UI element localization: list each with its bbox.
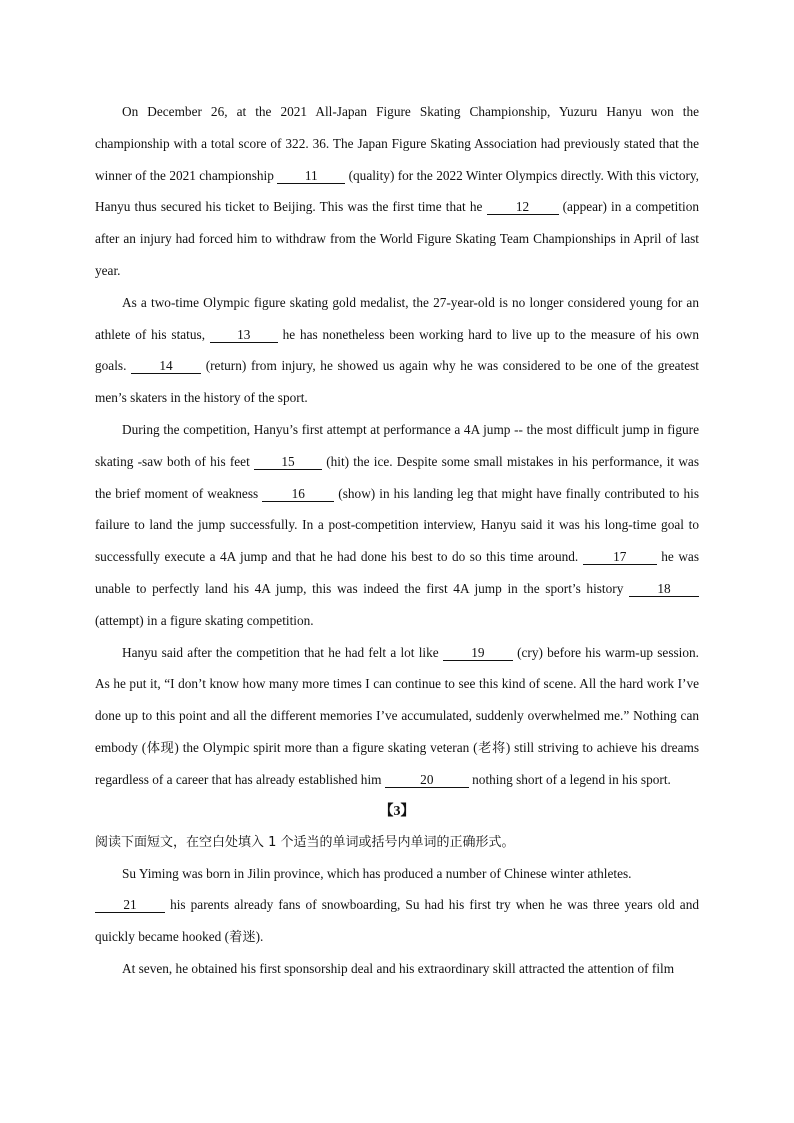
paragraph-5: Su Yiming was born in Jilin province, which has produced a number of Chinese winter athletes. — [122, 865, 632, 881]
text: (appear) in a competition after an injury had forced him to withdraw from the World Figure Skating Team Championships in April of last year. — [95, 199, 699, 278]
blank-19[interactable]: 19 — [443, 646, 513, 661]
paragraph-7: At seven, he obtained his first sponsorship deal and his extraordinary skill attracted the attention of film — [122, 960, 675, 976]
text: (attempt) in a figure skating competition. — [95, 612, 314, 628]
blank-15[interactable]: 15 — [254, 455, 322, 470]
blank-13[interactable]: 13 — [210, 328, 278, 343]
blank-14[interactable]: 14 — [131, 359, 201, 374]
instruction-text: 阅读下面短文，在空白处填入 1 个适当的单词或括号内单词的正确形式。 — [95, 834, 515, 850]
text: (return) from injury, he showed us again why he was considered to be one of the greatest men’s skaters in the history of the sport. — [95, 358, 699, 406]
blank-17[interactable]: 17 — [583, 550, 657, 565]
blank-16[interactable]: 16 — [262, 487, 334, 502]
text: As a two-time Olympic figure skating gold medalist, the 27-year-old is no longer considered young for an athlete of his status, — [95, 294, 699, 342]
blank-21[interactable]: 21 — [95, 898, 165, 913]
text: (show) in his landing leg that might have finally contributed to his failure to land the jump successfully. In a post-competition interview, Hanyu said it was his long-time goal to successfully execute a 4A jump and that he had done his best to do so this time around. — [95, 485, 699, 565]
text: (cry) before his warm-up session. As he put it, “I don’t know how many more times I can continue to see this kind of scene. All the hard work I’ve done up to this point and all the different memories I’ve accumulated, suddenly overwhelmed me.” Nothing can embody (体现) the Olympic spirit more than a figure skating veteran (老将) still striving to achieve his dreams regardless of a career that has already established him — [95, 644, 699, 787]
text: nothing short of a legend in his sport. — [468, 771, 671, 787]
text: he was unable to perfectly land his 4A jump, this was indeed the first 4A jump in the sport’s history — [95, 549, 699, 596]
text: he has nonetheless been working hard to live up to the measure of his own goals. — [95, 326, 699, 374]
section-heading: 【3】 — [379, 803, 415, 819]
paragraph-4 — [95, 637, 699, 796]
paragraph-2 — [95, 287, 699, 414]
text: During the competition, Hanyu’s first attempt at performance a 4A jump -- the most difficult jump in figure skating -saw both of his feet — [95, 421, 699, 469]
blank-11[interactable]: 11 — [277, 169, 345, 184]
text: On December 26, at the 2021 All-Japan Figure Skating Championship, Yuzuru Hanyu won the championship with a total score of 322. 36. The Japan Figure Skating Association had previously stated that the winner of the 2021 championship — [95, 104, 699, 183]
paragraph-6 — [95, 889, 699, 953]
paragraph-3 — [95, 414, 699, 637]
text: (quality) for the 2022 Winter Olympics directly. With this victory, Hanyu thus secured his ticket to Beijing. This was the first time that he — [95, 167, 700, 215]
text: his parents already fans of snowboarding, Su had his first try when he was three years old and quickly became hooked (着迷). — [95, 897, 699, 945]
text: Hanyu said after the competition that he had felt a lot like — [122, 644, 443, 660]
blank-20[interactable]: 20 — [385, 773, 469, 788]
paragraph-1 — [95, 96, 699, 287]
blank-12[interactable]: 12 — [487, 200, 559, 215]
document-page — [95, 96, 699, 985]
blank-18[interactable]: 18 — [629, 582, 699, 597]
text: (hit) the ice. Despite some small mistakes in his performance, it was the brief moment of weakness — [95, 453, 699, 501]
